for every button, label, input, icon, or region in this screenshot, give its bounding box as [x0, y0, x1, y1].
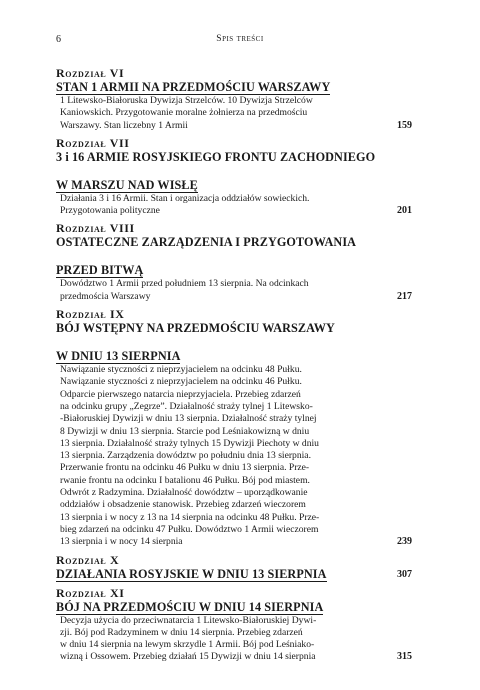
description-line: Odwrót z Radzymina. Działalność dowództw – uporządkowanie	[60, 487, 308, 499]
table-of-contents	[56, 66, 412, 664]
description-line: 13 sierpnia i w nocy z 13 na 14 sierpnia na odcinku 48 Pułku. Prze-	[60, 511, 320, 523]
description-line: Dowództwo 1 Armii przed południem 13 sierpnia. Na odcinkach	[60, 278, 309, 290]
chapter-entry	[56, 66, 412, 132]
description-line: na odcinku grupy „Zegrze”. Działalność straży tylnej 1 Litewsko-	[60, 400, 313, 412]
chapter-title	[56, 235, 412, 278]
chapter-title	[56, 321, 412, 364]
chapter-label: Rozdział X	[56, 552, 120, 567]
chapter-title-line: W MARSZU NAD WISŁĘ	[56, 177, 198, 192]
description-line: Nawiązanie styczności z nieprzyjacielem na odcinku 48 Pułku.	[60, 364, 302, 376]
description-line: Przerwanie frontu na odcinku 46 Pułku w dniu 13 sierpnia. Prze-	[60, 462, 310, 474]
description-line: przedmościa Warszawy	[60, 290, 151, 302]
chapter-entry	[56, 553, 412, 582]
chapter-title-line: PRZED BITWĄ	[56, 263, 144, 278]
description-line: Odparcie pierwszego natarcia nieprzyjaciela. Przebieg zdarzeń	[60, 388, 301, 400]
description-line: -Białoruskiej Dywizji w dniu 13 sierpnia. Działalność straży tylnej	[60, 413, 317, 425]
chapter-label: Rozdział VIII	[56, 221, 135, 236]
description-line: Decyzja użycia do przeciwnatarcia 1 Litewsko-Białoruskiej Dywi-	[60, 614, 317, 626]
description-line: w dniu 14 sierpnia na lewym skrzydle 1 Armii. Bój pod Leśniako-	[60, 639, 315, 651]
chapter-title-line: W DNIU 13 SIERPNIA	[56, 349, 181, 364]
page-reference[interactable]: 239	[397, 536, 412, 548]
chapter-title-line: BÓJ NA PRZEDMOŚCIU W DNIU 14 SIERPNIA	[56, 599, 324, 614]
chapter-title-line: BÓJ WSTĘPNY NA PRZEDMOŚCIU WARSZAWY	[56, 321, 335, 336]
description-line: 1 Litewsko-Białoruska Dywizja Strzelców. 10 Dywizja Strzelców	[60, 95, 313, 106]
page-reference[interactable]: 217	[397, 290, 412, 302]
description-line: Kaniowskich. Przygotowanie moralne żołnierza na przedmościu	[60, 107, 308, 119]
description-line: 13 sierpnia i w nocy 14 sierpnia	[60, 536, 183, 548]
description-line: 8 Dywizji w dniu 13 sierpnia. Starcie pod Leśniakowizną w dniu	[60, 425, 310, 437]
page-reference[interactable]: 159	[397, 119, 412, 131]
chapter-label: Rozdział VI	[56, 66, 125, 80]
description-line: 13 sierpnia. Działalność straży tylnych 15 Dywizji Piechoty w dniu	[60, 437, 319, 449]
description-line: rwanie frontu na odcinku I batalionu 46 Pułku. Bój pod miastem.	[60, 474, 310, 486]
chapter-description	[56, 193, 386, 218]
chapter-label: Rozdział VII	[56, 135, 130, 150]
chapter-title	[56, 80, 412, 95]
description-line: Nawiązanie styczności z nieprzyjacielem na odcinku 46 Pułku.	[60, 376, 302, 388]
description-line: oddziałów i obsadzenie stanowisk. Przebieg zdarzeń wieczorem	[60, 499, 306, 511]
page-header	[56, 34, 424, 48]
running-title: Spis treści	[216, 34, 264, 44]
page-reference[interactable]: 307	[397, 568, 412, 580]
description-line: bieg zdarzeń na odcinku 47 Pułku. Dowództwo 1 Armii wieczorem	[60, 523, 319, 535]
description-line: Działania 3 i 16 Armii. Stan i organizacja oddziałów sowieckich.	[60, 192, 310, 204]
chapter-title	[56, 600, 412, 615]
chapter-entry	[56, 307, 412, 548]
page-reference[interactable]: 201	[397, 205, 412, 217]
description-line: wizną i Ossowem. Przebieg działań 15 Dywizji w dniu 14 sierpnia	[60, 651, 316, 663]
chapter-description	[56, 364, 386, 548]
chapter-title-line: OSTATECZNE ZARZĄDZENIA I PRZYGOTOWANIA	[56, 235, 357, 250]
chapter-entry	[56, 586, 412, 664]
chapter-title-line: DZIAŁANIA ROSYJSKIE W DNIU 13 SIERPNIA	[56, 566, 327, 581]
chapter-description	[56, 615, 386, 664]
chapter-label: Rozdział XI	[56, 585, 125, 600]
description-line: 13 sierpnia. Zarządzenia dowództw po południu dnia 13 sierpnia.	[60, 450, 311, 462]
chapter-label: Rozdział IX	[56, 307, 125, 322]
description-line: zji. Bój pod Radzyminem w dniu 14 sierpnia. Przebieg zdarzeń	[60, 626, 303, 638]
description-line: Przygotowania polityczne	[60, 205, 160, 217]
chapter-title	[56, 567, 386, 582]
chapter-description	[56, 95, 386, 132]
chapter-title	[56, 150, 412, 193]
page-reference[interactable]: 315	[397, 651, 412, 663]
description-line: Warszawy. Stan liczebny 1 Armii	[60, 119, 188, 131]
chapter-description	[56, 278, 386, 303]
page-number: 6	[56, 34, 61, 45]
chapter-title-line: 3 i 16 ARMIE ROSYJSKIEGO FRONTU ZACHODNIEGO	[56, 149, 376, 164]
chapter-entry	[56, 136, 412, 218]
chapter-title-line: STAN 1 ARMII NA PRZEDMOŚCIU WARSZAWY	[56, 80, 331, 94]
chapter-entry	[56, 221, 412, 303]
